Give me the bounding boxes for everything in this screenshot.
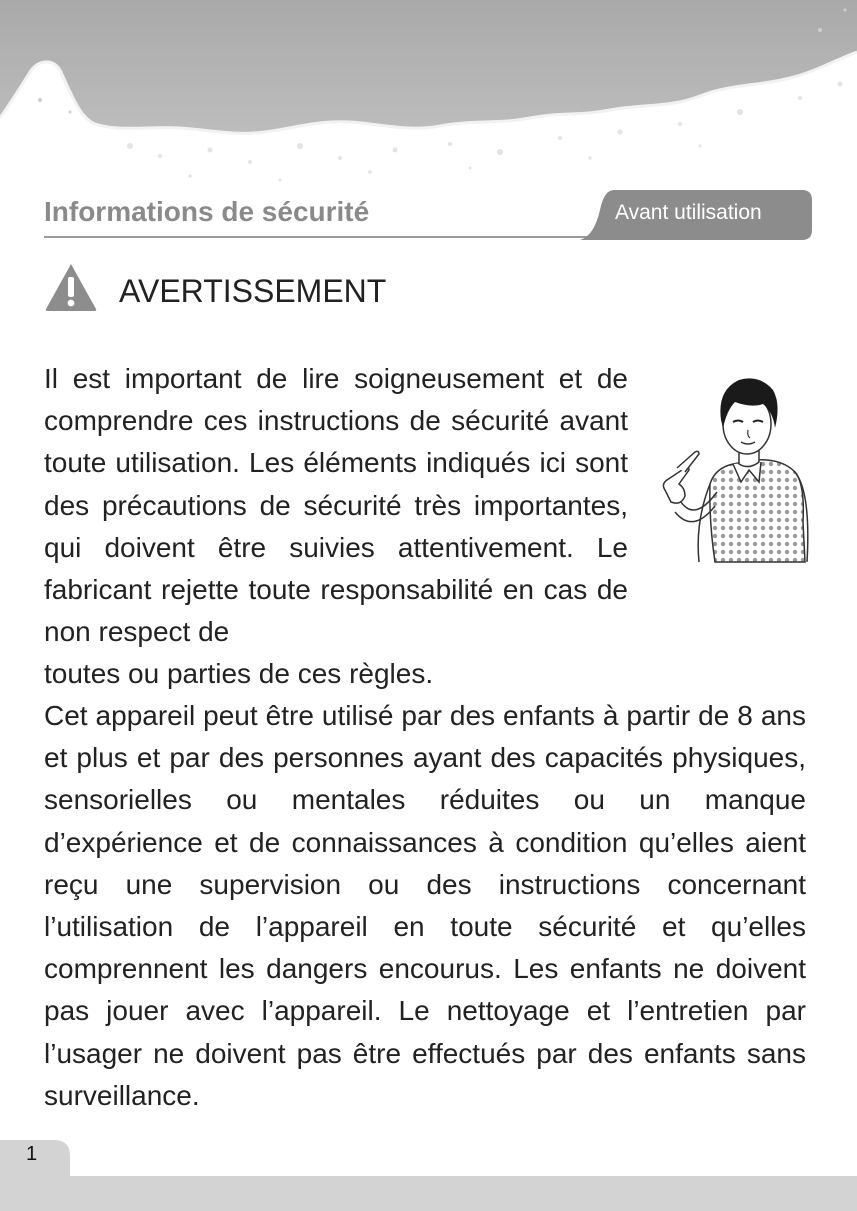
footer-bar (0, 1176, 857, 1211)
woman-pointing-illustration (655, 372, 815, 564)
header-tab-label: Avant utilisation (615, 201, 762, 224)
safety-paragraph-1: Il est important de lire soigneusement et de comprendre ces instructions de sécurité avant toute utilisation. Les éléments indiqués ici sont des précautions de sécurité très importantes, qui doivent être suivies attentivement. Le fabricant rejette toute responsabilité en cas de non respect de (44, 363, 628, 648)
warning-heading: AVERTISSEMENT (119, 273, 387, 309)
safety-paragraph-2: Cet appareil peut être utilisé par des enfants à partir de 8 ans et plus et par des personnes ayant des capacités physiques, sensorielles ou mentales réduites ou un manque d’expérience et de connaissances à condition qu’elles aient reçu une supervision ou des instructions concernant l’utilisation de l’appareil en toute sécurité et qu’elles comprennent les dangers encourus. Les enfants ne doivent pas jouer avec l’appareil. Le nettoyage et l’entretien par l’usager ne doivent pas être effectués par des enfants sans surveillance. (44, 700, 806, 1111)
section-title: Informations de sécurité (44, 196, 370, 227)
wave-banner-decoration (0, 0, 857, 200)
safety-paragraph-1-end: toutes ou parties de ces règles. (44, 658, 434, 689)
warning-triangle-icon (44, 262, 98, 312)
page-number: 1 (26, 1143, 38, 1165)
header-divider (44, 236, 614, 238)
